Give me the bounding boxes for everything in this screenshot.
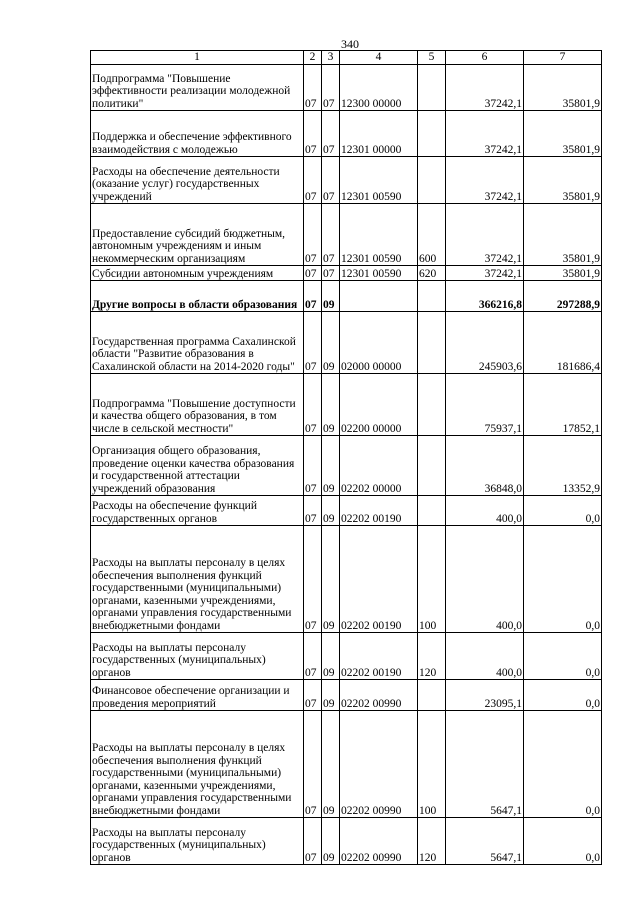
table-row [91, 204, 602, 266]
row-amount-1: 75937,1 [446, 374, 524, 436]
row-amount-2: 0,0 [524, 711, 602, 818]
row-amount-2: 0,0 [524, 496, 602, 526]
column-header: 1 [91, 51, 304, 65]
row-target-article-code: 02202 00990 [340, 711, 418, 818]
row-section-code: 07 [304, 65, 322, 111]
column-header-row [91, 51, 602, 65]
row-amount-1: 23095,1 [446, 680, 524, 711]
row-target-article-code: 02202 00990 [340, 680, 418, 711]
row-name-cell: Подпрограмма "Повышение эффективности реализации молодежной политики" [91, 65, 304, 111]
row-target-article-code: 02202 00000 [340, 436, 418, 496]
table-row [91, 680, 602, 711]
row-section-code: 07 [304, 157, 322, 204]
row-amount-2: 0,0 [524, 680, 602, 711]
row-name-cell: Подпрограмма "Повышение доступности и качества общего образования, в том числе в сельской местности" [91, 374, 304, 436]
row-subsection-code: 09 [322, 436, 340, 496]
table-row [91, 818, 602, 865]
row-expense-type-code: 620 [418, 266, 446, 281]
row-name-cell: Финансовое обеспечение организации и проведения мероприятий [91, 680, 304, 711]
row-expense-type-code [418, 436, 446, 496]
row-amount-2: 35801,9 [524, 157, 602, 204]
row-subsection-code: 09 [322, 633, 340, 680]
row-amount-1: 400,0 [446, 496, 524, 526]
row-name-cell: Расходы на обеспечение деятельности (оказание услуг) государственных учреждений [91, 157, 304, 204]
row-section-code: 07 [304, 496, 322, 526]
row-target-article-code: 12301 00590 [340, 204, 418, 266]
row-expense-type-code: 600 [418, 204, 446, 266]
row-expense-type-code [418, 496, 446, 526]
row-name-cell: Расходы на выплаты персоналу государственных (муниципальных) органов [91, 633, 304, 680]
row-subsection-code: 09 [322, 711, 340, 818]
row-amount-1: 5647,1 [446, 711, 524, 818]
column-header: 2 [304, 51, 322, 65]
row-target-article-code: 12300 00000 [340, 65, 418, 111]
row-amount-1: 37242,1 [446, 266, 524, 281]
row-subsection-code: 07 [322, 266, 340, 281]
row-expense-type-code: 120 [418, 818, 446, 865]
table-row [91, 281, 602, 312]
page-number: 340 [341, 37, 359, 51]
row-amount-1: 400,0 [446, 526, 524, 633]
row-expense-type-code [418, 680, 446, 711]
row-amount-1: 400,0 [446, 633, 524, 680]
table-row [91, 312, 602, 374]
row-subsection-code: 09 [322, 496, 340, 526]
row-expense-type-code [418, 157, 446, 204]
row-name-cell: Расходы на выплаты персоналу государственных (муниципальных) органов [91, 818, 304, 865]
row-target-article-code [340, 281, 418, 312]
row-amount-2: 297288,9 [524, 281, 602, 312]
row-subsection-code: 09 [322, 374, 340, 436]
row-name-cell: Расходы на обеспечение функций государственных органов [91, 496, 304, 526]
row-section-code: 07 [304, 281, 322, 312]
row-target-article-code: 02000 00000 [340, 312, 418, 374]
row-name-cell: Предоставление субсидий бюджетным, автономным учреждениям и иным некоммерческим организациям [91, 204, 304, 266]
row-amount-1: 366216,8 [446, 281, 524, 312]
row-amount-2: 35801,9 [524, 111, 602, 157]
row-amount-1: 37242,1 [446, 204, 524, 266]
row-amount-1: 37242,1 [446, 111, 524, 157]
row-expense-type-code [418, 281, 446, 312]
row-target-article-code: 12301 00000 [340, 111, 418, 157]
table-row [91, 496, 602, 526]
row-section-code: 07 [304, 204, 322, 266]
table-row [91, 436, 602, 496]
column-header: 3 [322, 51, 340, 65]
row-section-code: 07 [304, 680, 322, 711]
row-name-cell: Поддержка и обеспечение эффективного взаимодействия с молодежью [91, 111, 304, 157]
budget-table [90, 50, 602, 865]
row-amount-1: 5647,1 [446, 818, 524, 865]
row-subsection-code: 09 [322, 680, 340, 711]
row-amount-2: 0,0 [524, 633, 602, 680]
row-expense-type-code [418, 111, 446, 157]
row-expense-type-code: 120 [418, 633, 446, 680]
row-name-cell: Другие вопросы в области образования [91, 281, 304, 312]
row-amount-2: 35801,9 [524, 65, 602, 111]
row-section-code: 07 [304, 526, 322, 633]
row-expense-type-code [418, 312, 446, 374]
row-name-cell: Государственная программа Сахалинской области "Развитие образования в Сахалинской области на 2014-2020 годы" [91, 312, 304, 374]
column-header: 5 [418, 51, 446, 65]
row-subsection-code: 07 [322, 111, 340, 157]
row-subsection-code: 07 [322, 157, 340, 204]
row-target-article-code: 02202 00990 [340, 818, 418, 865]
row-subsection-code: 07 [322, 65, 340, 111]
row-target-article-code: 02202 00190 [340, 633, 418, 680]
row-subsection-code: 09 [322, 526, 340, 633]
row-name-cell: Организация общего образования, проведение оценки качества образования и государственной аттестации учреждений образования [91, 436, 304, 496]
table-row [91, 711, 602, 818]
row-amount-2: 0,0 [524, 818, 602, 865]
table-row [91, 633, 602, 680]
row-section-code: 07 [304, 633, 322, 680]
table-row [91, 374, 602, 436]
row-amount-2: 35801,9 [524, 266, 602, 281]
table-row [91, 266, 602, 281]
column-header: 4 [340, 51, 418, 65]
row-expense-type-code [418, 65, 446, 111]
row-name-cell: Расходы на выплаты персоналу в целях обеспечения выполнения функций государственными (муниципальными) органами, казенными учреждениями, органами управления государственными внебюджетными фондами [91, 711, 304, 818]
row-expense-type-code: 100 [418, 711, 446, 818]
row-expense-type-code [418, 374, 446, 436]
column-header: 7 [524, 51, 602, 65]
row-target-article-code: 02202 00190 [340, 526, 418, 633]
row-target-article-code: 12301 00590 [340, 266, 418, 281]
table-row [91, 65, 602, 111]
table-row [91, 526, 602, 633]
row-section-code: 07 [304, 436, 322, 496]
row-target-article-code: 02202 00190 [340, 496, 418, 526]
table-row [91, 157, 602, 204]
row-subsection-code: 09 [322, 312, 340, 374]
row-amount-1: 36848,0 [446, 436, 524, 496]
row-subsection-code: 09 [322, 281, 340, 312]
row-amount-1: 245903,6 [446, 312, 524, 374]
row-amount-2: 13352,9 [524, 436, 602, 496]
row-name-cell: Субсидии автономным учреждениям [91, 266, 304, 281]
row-section-code: 07 [304, 266, 322, 281]
table-row [91, 111, 602, 157]
row-name-cell: Расходы на выплаты персоналу в целях обеспечения выполнения функций государственными (муниципальными) органами, казенными учреждениями, органами управления государственными внебюджетными фондами [91, 526, 304, 633]
row-target-article-code: 12301 00590 [340, 157, 418, 204]
row-section-code: 07 [304, 111, 322, 157]
row-amount-2: 181686,4 [524, 312, 602, 374]
row-section-code: 07 [304, 818, 322, 865]
row-section-code: 07 [304, 374, 322, 436]
row-section-code: 07 [304, 711, 322, 818]
column-header: 6 [446, 51, 524, 65]
row-target-article-code: 02200 00000 [340, 374, 418, 436]
row-section-code: 07 [304, 312, 322, 374]
row-amount-2: 35801,9 [524, 204, 602, 266]
row-subsection-code: 09 [322, 818, 340, 865]
row-amount-2: 17852,1 [524, 374, 602, 436]
row-amount-1: 37242,1 [446, 65, 524, 111]
row-amount-2: 0,0 [524, 526, 602, 633]
row-amount-1: 37242,1 [446, 157, 524, 204]
row-subsection-code: 07 [322, 204, 340, 266]
row-expense-type-code: 100 [418, 526, 446, 633]
